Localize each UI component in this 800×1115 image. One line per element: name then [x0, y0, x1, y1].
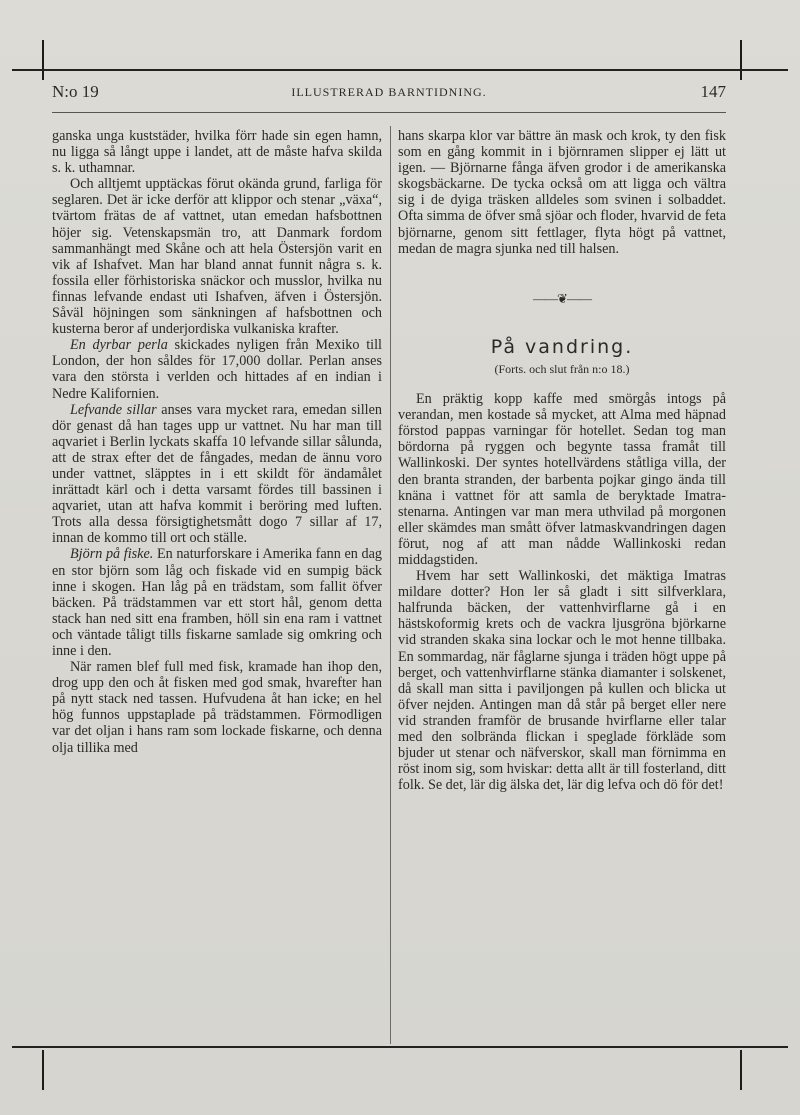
paragraph: Och alltjemt upptäckas förut okända grund, farliga för seglaren. Det är icke derför att klippor och stenar „växa“, tvärtom frätas de af vattnet, utan emedan hafsbottnen höjer sig. Vetenskapsmän tro, att Danmark fordom sammanhängt med Skåne och att hela Östersjön varit en vik af Ishafvet. Man har bland annat funnit några s. k. fossila eller förhistoriska snäckor och musslor, hvilka nu finnas lefvande endast uti Ishafven, äfven i Östersjön. Såväl höjningen som sänkningen af hafsbottnen och kusterna beror af underjordiska vulkaniska krafter. — [52, 176, 382, 338]
paragraph-body: anses vara mycket rara, emedan sillen dör genast då han tages upp ur vattnet. Nu har man till aqvariet i Berlin lyckats skaffa 10 lefvande sillar sålunda, att de strax efter det de fångades, medan de ännu voro under vattnet, släpptes in i ett skildt för ändamålet inrättadt kärl och i detta varsamt fördes till bassinen i aqvariet, utan att hafva kommit i beröring med luften. Trots alla dessa försigtighetsmått dogo 7 sillar af 17, innan de kommo till ort och ställe. — [52, 401, 383, 547]
column-divider — [390, 126, 391, 1044]
paragraph: hans skarpa klor var bättre än mask och krok, ty den fisk som en gång kommit in i björnramen slipper ej lätt ut igen. — Björnarne fånga äfven grodor i de amerikanska skogsbäckarne. De tycka också om att ligga och vältra sig i de dyiga träsken alldeles som svinen i solbaddet. Ofta simma de öfver små sjöar och floder, hvarvid de feta björnarne, genom sitt fettlager, flyta högt på vattnet, medan de magra sjunka ned till halsen. — [398, 128, 726, 257]
publication-title: ILLUSTRERAD BARNTIDNING. — [291, 85, 487, 99]
issue-number: N:o 19 — [52, 82, 99, 101]
paragraph: ganska unga kuststäder, hvilka förr hade sin egen hamn, nu ligga så långt uppe i landet, att de måste hafva skilda s. k. uthamnar. — [52, 128, 382, 177]
paragraph: När ramen blef full med fisk, kramade han ihop den, drog upp den och åt fisken med god smak, hvarefter han på nytt stack ned tassen. Hufvudena åt han icke; en hel hög funnos uppstaplade på trädstammen. Förmodligen var det oljan i hans ram som lockade fiskarne, och denna olja tillika med — [52, 659, 382, 756]
paragraph — [52, 402, 382, 547]
bottom-rule — [12, 1046, 788, 1048]
right-column — [398, 128, 726, 793]
left-column — [52, 128, 382, 756]
crop-mark-bottom-right — [740, 1050, 742, 1090]
paragraph-lead: Björn på fiske. — [70, 546, 154, 563]
paragraph-lead: Lefvande sillar — [70, 401, 157, 418]
paragraph — [52, 546, 382, 659]
paragraph-body: En naturforskare i Amerika fann en dag en stor björn som låg och fiskade vid en sumpig bäck inne i skogen. Han låg på en trädstam, som fallit öfver bäcken. På trädstammen var ett stort hål, genom detta stack han ned sitt ena framben, höll sin ena ram i vattnet och väntade tåligt tills fiskarne samlade sig omkring och inne i den. — [52, 546, 382, 659]
paragraph-body: skickades nyligen från Mexiko till London, der hon såldes för 17,000 dollar. Perlan anses vara den största i verlden och hittades af en indian i Nedre Kalifornien. — [52, 337, 382, 402]
paragraph — [52, 337, 382, 401]
crop-mark-top-right — [740, 40, 742, 80]
section-subtitle: (Forts. och slut från n:o 18.) — [494, 361, 630, 376]
top-rule — [12, 69, 788, 71]
ornament-divider: ——❦—— — [533, 290, 591, 306]
section-title: På vandring. — [490, 335, 634, 358]
paragraph: En präktig kopp kaffe med smörgås intogs på verandan, men kostade så mycket, att Alma med häpnad förstod pappas varningar för hotellet. Sedan tog man bördorna på ryggen och begynte tassa framåt till Wallinkoski. Der syntes hotellvärdens ståtliga villa, der den branta stranden, der barbenta pojkar gingo ända till knäna i vattnet för att samla de beryktade Imatra-stenarna. Antingen var man mera uthvilad på morgonen eller skämdes man smått öfver latmaskvandringen dagen förut, nog af att man nådde Wallinkoski redan middagstiden. — [398, 391, 726, 568]
running-header — [52, 82, 726, 108]
paragraph-lead: En dyrbar perla — [70, 337, 168, 354]
header-rule — [52, 112, 726, 113]
crop-mark-bottom-left — [42, 1050, 44, 1090]
crop-mark-top-left — [42, 40, 44, 80]
paragraph: Hvem har sett Wallinkoski, det mäktiga Imatras mildare dotter? Hon ler så gladt i sitt silfverklara, halfrunda bäcken, der vattenhvirflarne gå i en hästskoformig krets och de vackra ljusgröna björkarne vid stranden skaka sina lockar och le mot henne tillbaka. En sommardag, när fåglarne sjunga i träden högt uppe på berget, och vattenhvirflarne stänka diamanter i solskenet, då skall man sitta i paviljongen på kullen och blicka ut öfver nejden. Antingen man då står på berget eller nere vid stranden framför de brusande hvirflarne eller talar med den solbrända flickan i speglade förkläde som bjuder ut stenar och näfverskor, skall man förnimma en röst inom sig, som hviskar: detta allt är till fosterland, ditt folk. Se det, lär dig älska det, lär dig lefva och dö för det! — [398, 568, 726, 794]
page-number: 147 — [700, 82, 726, 101]
